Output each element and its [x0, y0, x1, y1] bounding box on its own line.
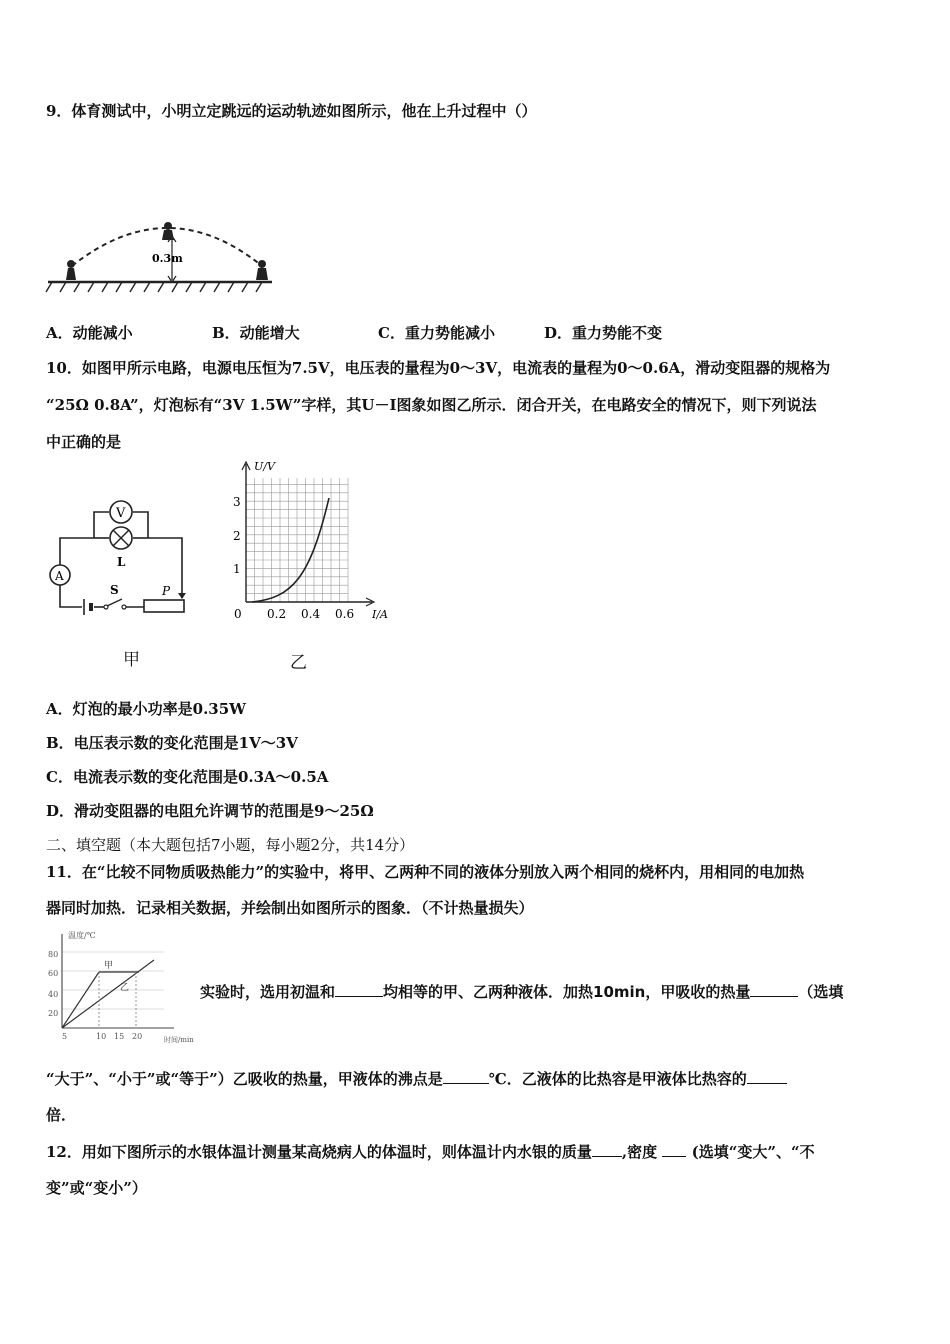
q10-stem-line2: “25Ω 0.8A”，灯泡标有“3V 1.5W”字样，其U－I图象如图乙所示．闭合开关，在电路安全的情况下，则下列说法 — [46, 396, 817, 414]
lamp-label: L — [117, 555, 126, 569]
switch-label: S — [110, 583, 119, 597]
slider-label: P — [162, 584, 171, 598]
ui-graph — [222, 458, 402, 628]
q10-option-a[interactable]: A．灯泡的最小功率是0.35W — [46, 700, 247, 718]
temp-ytick-20: 20 — [48, 1009, 59, 1018]
q10-option-c[interactable]: C．电流表示数的变化范围是0.3A～0.5A — [46, 768, 329, 786]
q9-option-c[interactable]: C．重力势能减小 — [378, 324, 495, 342]
q9-option-a[interactable]: A．动能减小 — [46, 324, 133, 342]
q10-option-d[interactable]: D．滑动变阻器的电阻允许调节的范围是9～25Ω — [46, 802, 374, 820]
ui-xlabel: I/A — [372, 608, 388, 621]
q11-blank-2[interactable] — [750, 981, 798, 997]
temp-xtick-15: 15 — [114, 1032, 125, 1041]
temperature-graph — [44, 928, 200, 1046]
q11-stem-line1: 11．在“比较不同物质吸热能力”的实验中，将甲、乙两种不同的液体分别放入两个相同的烧杯内，用相同的电加热 — [46, 863, 805, 881]
ui-ytick-1: 1 — [233, 562, 241, 576]
ui-ytick-2: 2 — [233, 529, 241, 543]
q9-stem: 9．体育测试中，小明立定跳远的运动轨迹如图所示，他在上升过程中（） — [46, 102, 537, 120]
temp-xtick-5: 5 — [62, 1032, 68, 1041]
ammeter-label: A — [55, 569, 64, 583]
q11-text-a: 实验时，选用初温和 — [200, 983, 336, 1001]
q11-line3-b: ℃．乙液体的比热容是甲液体比热容的 — [488, 1070, 747, 1088]
series-jia-label: 甲 — [104, 961, 114, 971]
q11-stem-line2: 器同时加热．记录相关数据，并绘制出如图所示的图象．（不计热量损失） — [46, 899, 534, 917]
temp-ytick-60: 60 — [48, 969, 59, 978]
q12-line2: 变”或“变小”） — [46, 1179, 147, 1197]
q10-stem-line1: 10．如图甲所示电路，电源电压恒为7.5V，电压表的量程为0～3V，电流表的量程为0～0.6A，滑动变阻器的规格为 — [46, 359, 831, 377]
ui-xtick-1: 0.2 — [267, 607, 287, 621]
q11-text-c: 10min — [593, 983, 646, 1001]
q12-line1-c: (选填“变大”、“不 — [691, 1143, 815, 1161]
circuit-diagram — [44, 495, 194, 620]
ui-xtick-3: 0.6 — [335, 607, 355, 621]
q11-line3 — [46, 1068, 787, 1089]
graph-caption: 乙 — [290, 653, 307, 673]
q9-option-d[interactable]: D．重力势能不变 — [544, 324, 663, 342]
circuit-caption: 甲 — [123, 650, 140, 670]
q10-option-b[interactable]: B．电压表示数的变化范围是1V～3V — [46, 734, 298, 752]
ui-ylabel: U/V — [254, 460, 275, 473]
temp-xtick-20: 20 — [132, 1032, 143, 1041]
q9-option-b[interactable]: B．动能增大 — [212, 324, 300, 342]
q11-text-d: ，甲吸收的热量 — [645, 983, 751, 1001]
height-label: 0.3m — [152, 252, 183, 265]
voltmeter-label: V — [116, 506, 126, 521]
ui-ytick-3: 3 — [233, 495, 241, 509]
ui-xtick-0: 0 — [234, 607, 242, 621]
q12-line1-b: ,密度 — [621, 1143, 658, 1161]
q11-blank-1[interactable] — [335, 981, 383, 997]
q11-line3-a: “大于”、“小于”或“等于”）乙吸收的热量，甲液体的沸点是 — [46, 1070, 443, 1088]
q11-text-b: 均相等的甲、乙两种液体．加热 — [383, 983, 594, 1001]
temp-ylabel: 温度/℃ — [68, 931, 96, 940]
jump-trajectory-figure — [44, 208, 289, 300]
q11-line4: 倍． — [46, 1106, 77, 1124]
temp-xtick-10: 10 — [96, 1032, 107, 1041]
q11-blank-4[interactable] — [747, 1068, 787, 1084]
ui-xtick-2: 0.4 — [301, 607, 321, 621]
q11-text-e: （选填 — [798, 983, 844, 1001]
q12-line1-a: 12．用如下图所示的水银体温计测量某高烧病人的体温时，则体温计内水银的质量 — [46, 1143, 592, 1161]
q12-blank-2[interactable] — [662, 1141, 686, 1157]
temp-xlabel: 时间/min — [164, 1036, 194, 1044]
section-heading: 二、填空题（本大题包括7小题，每小题2分，共14分） — [46, 836, 415, 854]
series-yi-label: 乙 — [120, 983, 130, 993]
temp-ytick-40: 40 — [48, 990, 59, 999]
q10-stem-line3: 中正确的是 — [46, 433, 122, 451]
q12-line1 — [46, 1141, 815, 1162]
q11-side-line — [200, 981, 843, 1002]
q11-blank-3[interactable] — [443, 1068, 489, 1084]
q12-blank-1[interactable] — [592, 1141, 622, 1157]
temp-ytick-80: 80 — [48, 950, 59, 959]
